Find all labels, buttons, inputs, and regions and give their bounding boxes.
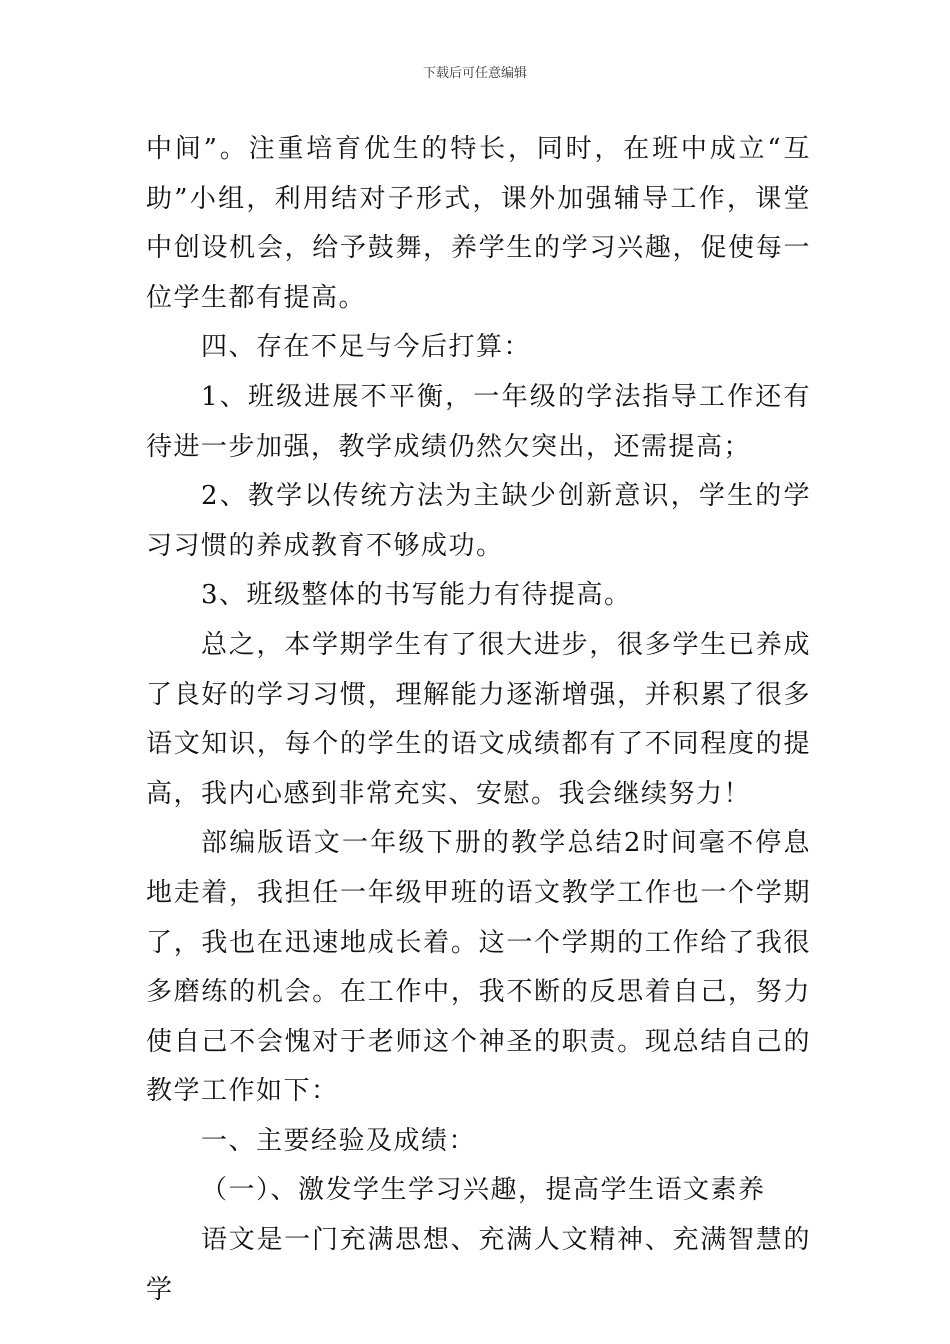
document-body <box>146 125 811 1315</box>
paragraph-item-3: 3、班级整体的书写能力有待提高。 <box>201 580 632 611</box>
paragraph-continuation: 中间”。注重培育优生的特长，同时，在班中成立“互助”小组，利用结对子形式，课外加强辅导工作，课堂中创设机会，给予鼓舞，养学生的学习兴趣，促使每一位学生都有提高。 <box>146 134 811 313</box>
section-heading-shortcomings: 四、存在不足与今后打算： <box>201 332 532 363</box>
paragraph-chinese-subject: 语文是一门充满思想、充满人文精神、充满智慧的学 <box>146 1225 811 1305</box>
section-heading-experience: 一、主要经验及成绩： <box>201 1125 477 1156</box>
page-header: 下载后可任意编辑 <box>422 66 527 81</box>
paragraph-summary: 总之，本学期学生有了很大进步，很多学生已养成了良好的学习习惯，理解能力逐渐增强，并积累了很多语文知识，每个的学生的语文成绩都有了不同程度的提高，我内心感到非常充实、安慰。我会继续努力！ <box>146 629 811 809</box>
paragraph-item-2: 2、教学以传统方法为主缺少创新意识，学生的学习习惯的养成教育不够成功。 <box>146 481 811 561</box>
paragraph-summary-2-intro: 部编版语文一年级下册的教学总结2时间毫不停息地走着，我担任一年级甲班的语文教学工作也一个学期了，我也在迅速地成长着。这一个学期的工作给了我很多磨练的机会。在工作中，我不断的反思着自己，努力使自己不会愧对于老师这个神圣的职责。现总结自己的教学工作如下： <box>146 828 811 1107</box>
subsection-heading-interest: （一）、激发学生学习兴趣，提高学生语文素养 <box>201 1175 766 1206</box>
paragraph-item-1: 1、班级进展不平衡，一年级的学法指导工作还有待进一步加强，教学成绩仍然欠突出，还需提高； <box>146 381 811 462</box>
